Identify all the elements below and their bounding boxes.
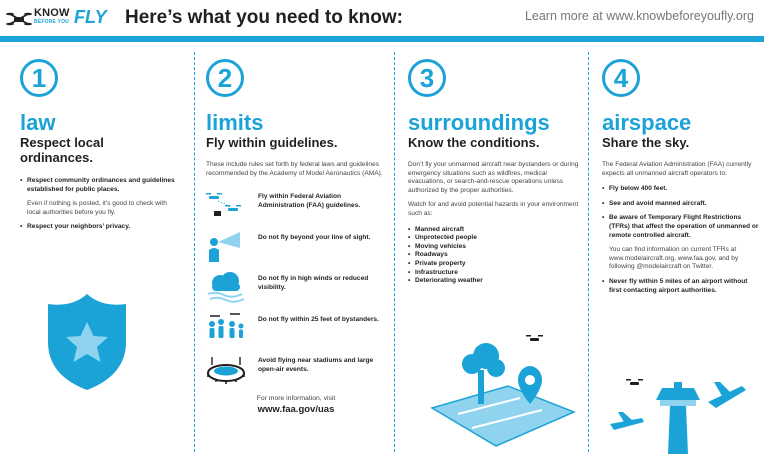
column-divider bbox=[394, 52, 395, 452]
column-keyword: limits bbox=[206, 110, 264, 135]
column-divider bbox=[194, 52, 195, 452]
column-subtitle: Fly within guidelines. bbox=[206, 135, 338, 150]
column-keyword: law bbox=[20, 110, 56, 135]
bystanders-icon bbox=[206, 310, 246, 344]
drone-logo-icon bbox=[6, 10, 32, 28]
list-item: • Moving vehicles bbox=[408, 243, 580, 252]
list-item: • Roadways bbox=[408, 251, 580, 260]
logo-before-you-text: BEFORE YOU bbox=[34, 19, 69, 25]
column-divider bbox=[588, 52, 589, 452]
cloud-wind-icon bbox=[206, 269, 246, 303]
drone-pair-icon bbox=[206, 187, 246, 221]
list-item: • Respect your neighbors’ privacy. bbox=[20, 223, 178, 232]
learn-more-link[interactable]: Learn more at www.knowbeforeyoufly.org bbox=[524, 9, 754, 23]
step-number-3: 3 bbox=[408, 59, 446, 97]
tfr-info: You can find information on current TFRs at www.modelaircraft.org, www.faa.gov, and by following @modelaircraft on Twitter. bbox=[609, 246, 739, 271]
list-item: • Never fly within 5 miles of an airport without first contacting airport authorities. bbox=[602, 278, 760, 295]
list-item: Do not fly in high winds or reduced visibility. bbox=[206, 267, 386, 308]
airspace-bullets bbox=[602, 185, 760, 240]
hazard-list bbox=[408, 226, 580, 286]
step-number-1: 1 bbox=[20, 59, 58, 97]
list-item: • Infrastructure bbox=[408, 269, 580, 278]
column-keyword: airspace bbox=[602, 110, 692, 135]
list-item: • Be aware of Temporary Flight Restrictions (TFRs) that affect the operation of unmanned or remote controlled aircraft. bbox=[602, 214, 760, 240]
stadium-icon bbox=[206, 351, 246, 385]
law-bullets bbox=[20, 177, 178, 194]
limits-intro: These include rules set forth by federal laws and guidelines recommended by the Academy of Model Aeronautics (AMA). bbox=[206, 161, 383, 177]
know-before-you-fly-logo[interactable] bbox=[6, 6, 116, 32]
law-bullets-2 bbox=[20, 223, 178, 232]
map-location-icon bbox=[412, 330, 580, 450]
column-airspace bbox=[602, 48, 760, 456]
limits-rules bbox=[206, 185, 386, 390]
line-of-sight-icon bbox=[206, 228, 246, 262]
list-item: Avoid flying near stadiums and large open-air events. bbox=[206, 349, 386, 390]
airspace-bullets-2 bbox=[602, 278, 760, 295]
airport-tower-icon bbox=[604, 372, 754, 454]
header bbox=[0, 0, 764, 34]
column-keyword: surroundings bbox=[408, 110, 550, 135]
column-subtitle: Share the sky. bbox=[602, 135, 690, 150]
column-surroundings bbox=[408, 48, 580, 456]
list-item: • See and avoid manned aircraft. bbox=[602, 200, 760, 209]
column-subtitle: Respect local ordinances. bbox=[20, 135, 104, 165]
police-badge-icon bbox=[46, 292, 128, 392]
list-item: • Unprotected people bbox=[408, 234, 580, 243]
list-item: Fly within Federal Aviation Administration (FAA) guidelines. bbox=[206, 185, 386, 226]
logo-know-text: KNOW bbox=[34, 7, 70, 19]
list-item: • Private property bbox=[408, 260, 580, 269]
logo-fly-text: FLY bbox=[74, 7, 107, 27]
list-item: • Deteriorating weather bbox=[408, 277, 580, 286]
list-item: • Fly below 400 feet. bbox=[602, 185, 760, 194]
list-item: Do not fly beyond your line of sight. bbox=[206, 226, 386, 267]
step-number-2: 2 bbox=[206, 59, 244, 97]
column-limits bbox=[206, 48, 386, 456]
surroundings-watch: Watch for and avoid potential hazards in your environment such as: bbox=[408, 201, 579, 217]
list-item: • Respect community ordinances and guidelines established for public places. bbox=[20, 177, 178, 194]
column-law bbox=[20, 48, 178, 456]
law-note: Even if nothing is posted, it’s good to check with local authorities before you fly. bbox=[27, 200, 167, 216]
page-headline: Here’s what you need to know: bbox=[125, 7, 404, 28]
step-number-4: 4 bbox=[602, 59, 640, 97]
column-subtitle: Know the conditions. bbox=[408, 135, 540, 150]
list-item: • Manned aircraft bbox=[408, 226, 580, 235]
airspace-intro: The Federal Aviation Administration (FAA) currently expects all unmanned aircraft operators to: bbox=[602, 161, 752, 177]
list-item: Do not fly within 25 feet of bystanders. bbox=[206, 308, 386, 349]
surroundings-intro: Don’t fly your unmanned aircraft near bystanders or during emergency situations such as wildfires, medical evacuations, or search-and-rescue operations unless authorized by the proper authorities. bbox=[408, 161, 579, 194]
more-info-text: For more information, visit bbox=[256, 395, 336, 403]
faa-uas-link[interactable]: www.faa.gov/uas bbox=[257, 404, 335, 416]
header-accent-bar bbox=[0, 36, 764, 42]
